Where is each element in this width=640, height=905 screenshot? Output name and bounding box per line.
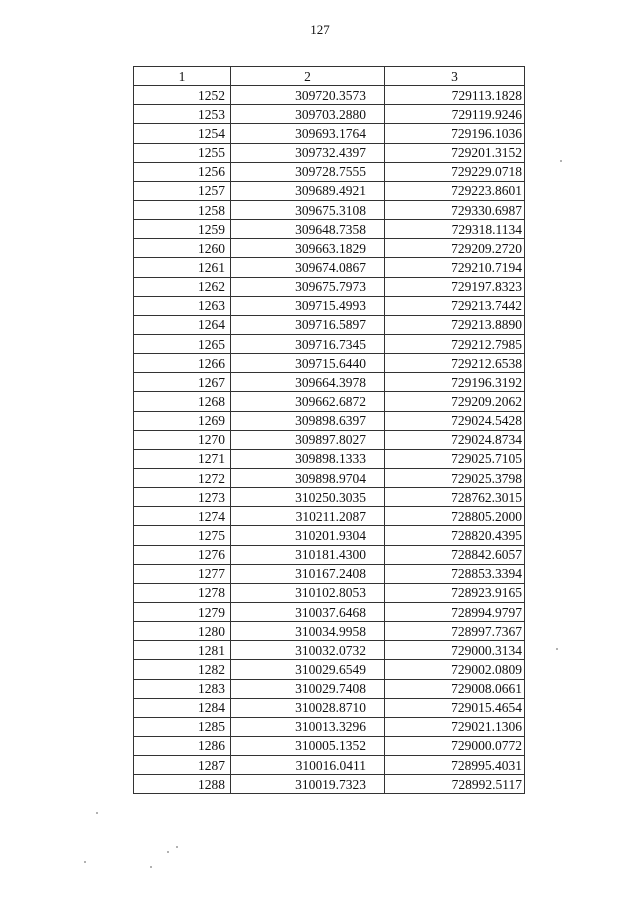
coordinate-x-cell: 310019.7323 (231, 775, 385, 794)
table-row (134, 583, 525, 602)
point-number-cell: 1268 (134, 392, 231, 411)
scan-speck (556, 648, 558, 650)
coordinate-x-cell: 310250.3035 (231, 488, 385, 507)
coordinate-x-cell: 310005.1352 (231, 736, 385, 755)
coordinate-x-cell: 309662.6872 (231, 392, 385, 411)
coordinate-x-cell: 309716.5897 (231, 315, 385, 334)
coordinate-x-cell: 310102.8053 (231, 583, 385, 602)
coordinate-x-cell: 309897.8027 (231, 430, 385, 449)
point-number-cell: 1270 (134, 430, 231, 449)
coordinate-x-cell: 309663.1829 (231, 239, 385, 258)
coordinate-y-cell: 729015.4654 (385, 698, 525, 717)
table-row (134, 698, 525, 717)
coordinate-y-cell: 729025.3798 (385, 468, 525, 487)
column-header-1: 1 (134, 67, 231, 86)
coordinate-y-cell: 729113.1828 (385, 86, 525, 105)
coordinate-x-cell: 310032.0732 (231, 641, 385, 660)
coordinate-y-cell: 729119.9246 (385, 105, 525, 124)
coordinate-y-cell: 729213.8890 (385, 315, 525, 334)
coordinate-x-cell: 310181.4300 (231, 545, 385, 564)
scan-speck (96, 812, 98, 814)
coordinate-y-cell: 728820.4395 (385, 526, 525, 545)
point-number-cell: 1280 (134, 622, 231, 641)
coordinate-y-cell: 728805.2000 (385, 507, 525, 526)
coordinate-x-cell: 309693.1764 (231, 124, 385, 143)
coordinate-x-cell: 309716.7345 (231, 334, 385, 353)
coordinate-x-cell: 309732.4397 (231, 143, 385, 162)
coordinate-x-cell: 309664.3978 (231, 373, 385, 392)
coordinate-x-cell: 310167.2408 (231, 564, 385, 583)
table-row (134, 717, 525, 736)
point-number-cell: 1265 (134, 334, 231, 353)
table-row (134, 564, 525, 583)
page-number: 127 (310, 22, 330, 37)
point-number-cell: 1257 (134, 181, 231, 200)
coordinate-x-cell: 310028.8710 (231, 698, 385, 717)
column-header-3: 3 (385, 67, 525, 86)
coordinate-x-cell: 309674.0867 (231, 258, 385, 277)
table-row (134, 736, 525, 755)
table-row (134, 373, 525, 392)
table-row (134, 315, 525, 334)
table-row (134, 775, 525, 794)
coordinate-x-cell: 309675.3108 (231, 200, 385, 219)
coordinate-y-cell: 728992.5117 (385, 775, 525, 794)
table-row (134, 602, 525, 621)
scan-speck (84, 861, 86, 863)
table-row (134, 162, 525, 181)
table-row (134, 622, 525, 641)
point-number-cell: 1252 (134, 86, 231, 105)
point-number-cell: 1283 (134, 679, 231, 698)
coordinate-y-cell: 729318.1134 (385, 220, 525, 239)
coordinate-y-cell: 729209.2720 (385, 239, 525, 258)
coordinate-y-cell: 729197.8323 (385, 277, 525, 296)
coordinate-y-cell: 729212.6538 (385, 354, 525, 373)
table-row (134, 239, 525, 258)
point-number-cell: 1279 (134, 602, 231, 621)
coordinate-y-cell: 728923.9165 (385, 583, 525, 602)
table-row (134, 660, 525, 679)
point-number-cell: 1284 (134, 698, 231, 717)
coordinate-y-cell: 729212.7985 (385, 334, 525, 353)
point-number-cell: 1264 (134, 315, 231, 334)
coordinate-x-cell: 309689.4921 (231, 181, 385, 200)
coordinate-y-cell: 728762.3015 (385, 488, 525, 507)
coordinate-y-cell: 729210.7194 (385, 258, 525, 277)
table-row (134, 756, 525, 775)
point-number-cell: 1260 (134, 239, 231, 258)
point-number-cell: 1254 (134, 124, 231, 143)
point-number-cell: 1271 (134, 449, 231, 468)
point-number-cell: 1253 (134, 105, 231, 124)
coordinate-y-cell: 729213.7442 (385, 296, 525, 315)
point-number-cell: 1285 (134, 717, 231, 736)
table-header-row (134, 67, 525, 86)
table-row (134, 392, 525, 411)
coordinate-x-cell: 309720.3573 (231, 86, 385, 105)
table-row (134, 258, 525, 277)
coordinate-y-cell: 729229.0718 (385, 162, 525, 181)
scan-speck (176, 846, 178, 848)
table-row (134, 507, 525, 526)
point-number-cell: 1255 (134, 143, 231, 162)
coordinate-x-cell: 309675.7973 (231, 277, 385, 296)
table-row (134, 220, 525, 239)
point-number-cell: 1286 (134, 736, 231, 755)
table-row (134, 526, 525, 545)
coordinate-y-cell: 728994.9797 (385, 602, 525, 621)
table-row (134, 86, 525, 105)
coordinate-y-cell: 729000.3134 (385, 641, 525, 660)
coordinate-x-cell: 309898.9704 (231, 468, 385, 487)
coordinate-y-cell: 729201.3152 (385, 143, 525, 162)
table-row (134, 277, 525, 296)
coordinate-x-cell: 309898.1333 (231, 449, 385, 468)
point-number-cell: 1276 (134, 545, 231, 564)
coordinate-y-cell: 729025.7105 (385, 449, 525, 468)
coordinates-table (133, 66, 525, 794)
coordinate-y-cell: 728853.3394 (385, 564, 525, 583)
coordinate-x-cell: 310013.3296 (231, 717, 385, 736)
coordinate-x-cell: 310037.6468 (231, 602, 385, 621)
coordinate-y-cell: 729209.2062 (385, 392, 525, 411)
coordinate-y-cell: 729196.3192 (385, 373, 525, 392)
point-number-cell: 1267 (134, 373, 231, 392)
point-number-cell: 1258 (134, 200, 231, 219)
table-row (134, 200, 525, 219)
column-header-2: 2 (231, 67, 385, 86)
coordinate-x-cell: 310029.7408 (231, 679, 385, 698)
table-row (134, 124, 525, 143)
table-row (134, 105, 525, 124)
table-row (134, 334, 525, 353)
coordinate-x-cell: 310034.9958 (231, 622, 385, 641)
coordinate-y-cell: 729008.0661 (385, 679, 525, 698)
coordinate-y-cell: 729002.0809 (385, 660, 525, 679)
point-number-cell: 1256 (134, 162, 231, 181)
coordinate-x-cell: 309703.2880 (231, 105, 385, 124)
scan-speck (167, 851, 169, 853)
coordinate-y-cell: 729021.1306 (385, 717, 525, 736)
coordinate-y-cell: 729024.8734 (385, 430, 525, 449)
table-row (134, 143, 525, 162)
coordinate-x-cell: 309715.4993 (231, 296, 385, 315)
point-number-cell: 1269 (134, 411, 231, 430)
point-number-cell: 1266 (134, 354, 231, 373)
table-body (134, 86, 525, 794)
coordinate-x-cell: 310016.0411 (231, 756, 385, 775)
point-number-cell: 1261 (134, 258, 231, 277)
point-number-cell: 1262 (134, 277, 231, 296)
coordinate-x-cell: 310029.6549 (231, 660, 385, 679)
point-number-cell: 1281 (134, 641, 231, 660)
table-row (134, 430, 525, 449)
scan-speck (560, 160, 562, 162)
scan-speck (150, 866, 152, 868)
coordinate-x-cell: 309715.6440 (231, 354, 385, 373)
table-row (134, 679, 525, 698)
table-row (134, 411, 525, 430)
point-number-cell: 1274 (134, 507, 231, 526)
table-row (134, 641, 525, 660)
point-number-cell: 1278 (134, 583, 231, 602)
point-number-cell: 1288 (134, 775, 231, 794)
point-number-cell: 1275 (134, 526, 231, 545)
point-number-cell: 1263 (134, 296, 231, 315)
coordinate-x-cell: 310211.2087 (231, 507, 385, 526)
coordinate-x-cell: 309648.7358 (231, 220, 385, 239)
coordinate-y-cell: 729196.1036 (385, 124, 525, 143)
point-number-cell: 1277 (134, 564, 231, 583)
coordinate-y-cell: 729330.6987 (385, 200, 525, 219)
point-number-cell: 1272 (134, 468, 231, 487)
table-row (134, 545, 525, 564)
point-number-cell: 1287 (134, 756, 231, 775)
table-row (134, 181, 525, 200)
coordinate-y-cell: 729024.5428 (385, 411, 525, 430)
coordinate-y-cell: 728997.7367 (385, 622, 525, 641)
coordinate-y-cell: 729223.8601 (385, 181, 525, 200)
point-number-cell: 1282 (134, 660, 231, 679)
coordinate-y-cell: 728842.6057 (385, 545, 525, 564)
table-row (134, 354, 525, 373)
table-row (134, 296, 525, 315)
coordinate-y-cell: 729000.0772 (385, 736, 525, 755)
point-number-cell: 1273 (134, 488, 231, 507)
point-number-cell: 1259 (134, 220, 231, 239)
coordinate-x-cell: 310201.9304 (231, 526, 385, 545)
coordinate-x-cell: 309898.6397 (231, 411, 385, 430)
table-row (134, 488, 525, 507)
coordinate-y-cell: 728995.4031 (385, 756, 525, 775)
table-row (134, 468, 525, 487)
coordinate-x-cell: 309728.7555 (231, 162, 385, 181)
table-row (134, 449, 525, 468)
table-header (134, 67, 525, 86)
